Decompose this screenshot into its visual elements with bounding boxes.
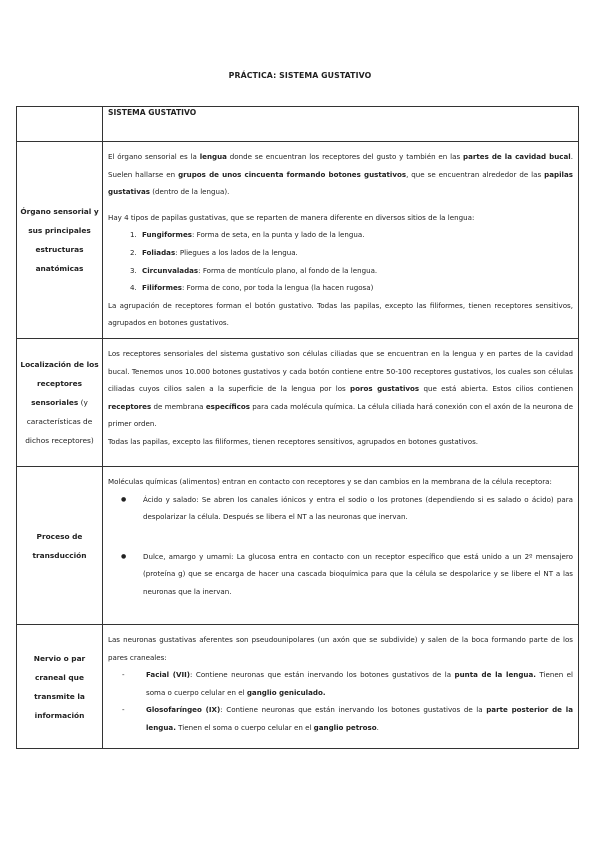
paragraph: Todas las papilas, excepto las filiformes, tienen receptores sensitivos, agrupados en botones gustativos. — [108, 436, 479, 446]
row-content-organo — [103, 142, 579, 339]
row-content-nervio — [103, 625, 579, 749]
text: El órgano sensorial es la — [108, 152, 200, 161]
row-label-localizacion — [17, 339, 103, 467]
bold-text: papilas gustativas — [108, 169, 573, 197]
list-item: ● Dulce, amargo y umami: La glucosa entra en contacto con un receptor específico que está unido a un 2º mensajero (proteína g) que se encarga de hacer una cascada bioquímica para que la célula se despolarice y se libere el NT a las neuronas que la inervan. — [143, 548, 573, 601]
row-label-organo: Órgano sensorial y sus principales estructuras anatómicas — [17, 142, 103, 339]
table-header-title: SISTEMA GUSTATIVO — [103, 107, 579, 142]
text: que está abierta. Estos cilios contienen — [419, 384, 573, 394]
text: : Pliegues a los lados de la lengua. — [175, 247, 298, 257]
bold-text: parte posterior de la lengua. — [146, 705, 573, 732]
bold-text: Localización de los receptores sensoriales — [20, 360, 99, 407]
papilas-list — [108, 226, 573, 296]
text: : Forma de seta, en la punta y lado de la lengua. — [192, 230, 365, 240]
list-item — [146, 666, 573, 701]
paragraph: Las neuronas gustativas aferentes son pseudounipolares (un axón que se subdivide) y salen de la boca formando parte de los pares craneales: — [108, 635, 573, 662]
bold-text: partes de la cavidad bucal — [463, 152, 571, 161]
bold-text: poros gustativos — [350, 384, 420, 394]
text: : Forma de montículo plano, al fondo de la lengua. — [198, 265, 378, 275]
list-item — [139, 279, 573, 297]
text: para cada molécula química. La célula ciliada hará conexión con el axón de la neurona de primer orden. — [108, 401, 573, 429]
bold-text: receptores — [108, 401, 152, 411]
text: : Contiene neuronas que están inervando los botones gustativos de la — [190, 670, 455, 680]
paragraph: Moléculas químicas (alimentos) entran en contacto con receptores y se dan cambios en la membrana de la célula receptora: — [108, 477, 552, 486]
paragraph: La agrupación de receptores forman el botón gustativo. Todas las papilas, excepto las filiformes, tienen receptores sensitivos, agrupados en botones gustativos. — [108, 300, 573, 328]
table-row — [17, 142, 579, 339]
bold-text: Fungiformes — [142, 230, 192, 240]
table-row — [17, 467, 579, 625]
text: : Contiene neuronas que están inervando los botones gustativos de la — [220, 705, 487, 715]
bold-text: grupos de unos cincuenta formando botones gustativos — [178, 169, 407, 179]
text: de membrana — [151, 401, 206, 411]
list-item — [139, 262, 573, 280]
list-item — [139, 244, 573, 262]
text: : Forma de cono, por toda la lengua (la hacen rugosa) — [182, 283, 374, 293]
table-header-row — [17, 107, 579, 142]
bold-text: Foliadas — [142, 247, 176, 257]
paragraph — [108, 345, 573, 433]
bold-text: Facial (VII) — [146, 670, 191, 680]
bold-text: Glosofaríngeo (IX) — [146, 705, 221, 715]
bold-text: lengua — [199, 152, 227, 161]
row-content-transduccion — [103, 467, 579, 625]
text: Tienen el soma o cuerpo celular en el — [175, 722, 314, 732]
header-empty-cell — [17, 107, 103, 142]
row-content-localizacion — [103, 339, 579, 467]
transduction-list — [108, 491, 573, 526]
list-item: ● Ácido y salado: Se abren los canales iónicos y entra el sodio o los protones (dependiendo si es salado o ácido) para despolarizar la célula. Después se libera el NT a las neuronas que inervan. — [143, 491, 573, 526]
text: (dentro de la lengua). — [149, 187, 230, 197]
table-row — [17, 625, 579, 749]
page-title: PRÁCTICA: SISTEMA GUSTATIVO — [228, 71, 372, 80]
list-item — [146, 701, 573, 736]
text: Tienen el soma o cuerpo celular en el — [146, 670, 574, 697]
bold-text: Filiformes — [142, 283, 183, 293]
bold-text: ganglio petroso — [313, 722, 377, 732]
paragraph — [108, 148, 573, 201]
bold-text: específicos — [205, 401, 250, 411]
list-item — [139, 226, 573, 244]
text: . Suelen hallarse en — [108, 152, 573, 179]
row-label-nervio: Nervio o par craneal que transmite la información — [17, 625, 103, 749]
nerve-list — [108, 666, 573, 736]
paragraph: Hay 4 tipos de papilas gustativas, que se reparten de manera diferente en diversos sitios de la lengua: — [108, 212, 475, 222]
bold-text: Circunvaladas — [142, 265, 199, 275]
table-row — [17, 339, 579, 467]
text: , que se encuentran alrededor de las — [406, 169, 545, 179]
bold-text: punta de la lengua. — [454, 670, 536, 680]
transduction-list-2 — [108, 548, 573, 601]
text: . — [376, 722, 379, 732]
text: donde se encuentran los receptores del gusto y también en las — [226, 152, 463, 161]
text: Los receptores sensoriales del sistema gustativo son células ciliadas que se encuentran en la lengua y en partes de la cavidad bucal. Tenemos unos 10.000 botones gustativos y cada botón contiene entre 50-100 receptores gustativos, los cuales son células ciliadas cuyos cilios salen a la superficie de la lengua por los — [108, 349, 573, 394]
content-table — [16, 106, 579, 749]
bold-text: ganglio geniculado. — [246, 687, 326, 697]
text: (y características de dichos receptores) — [25, 398, 94, 445]
row-label-transduccion: Proceso de transducción — [17, 467, 103, 625]
